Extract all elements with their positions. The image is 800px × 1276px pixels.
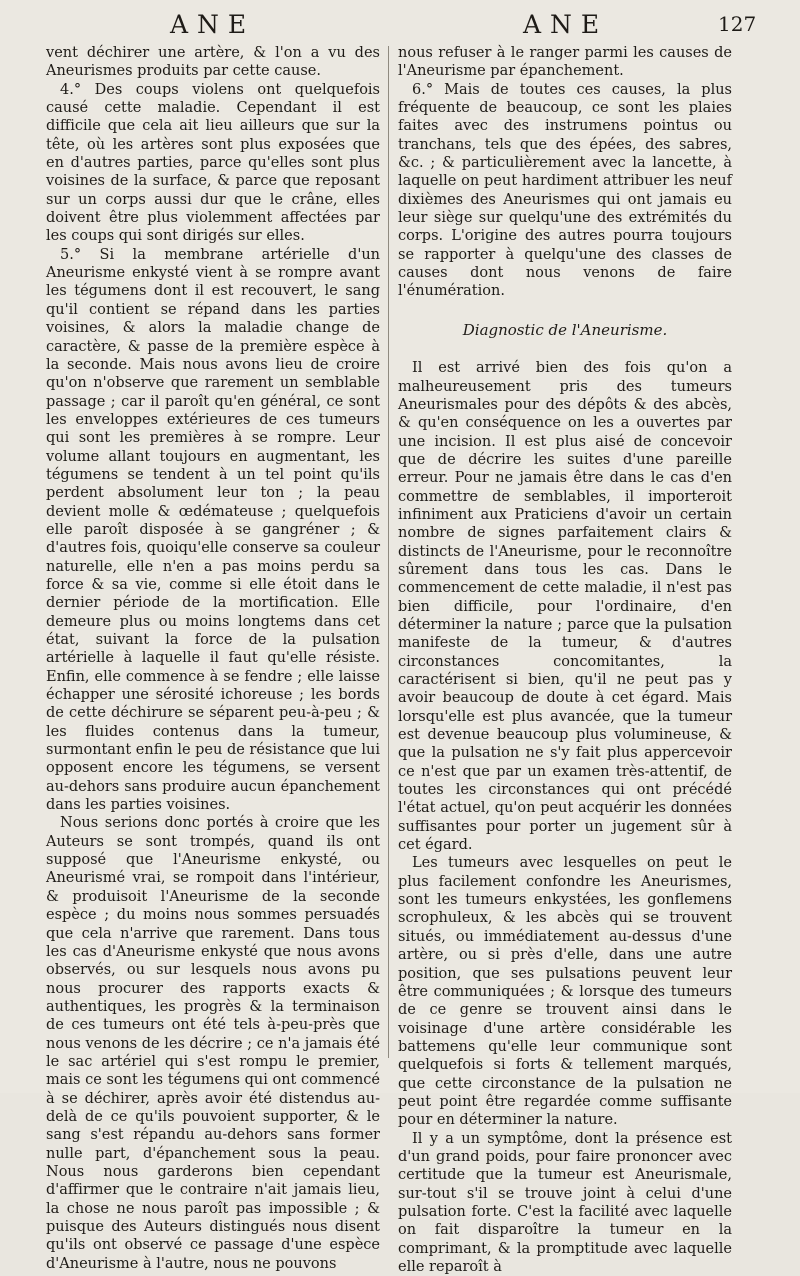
paragraph-continuation-right: nous refuser à le ranger parmi les causes de l'Aneurisme par épanchement. <box>398 45 732 80</box>
right-column <box>398 44 732 1276</box>
paragraph-authors: Nous serions donc portés à croire que les Auteurs se sont trompés, quand ils ont supposé que l'Aneurisme enkysté, ou Aneurismé vrai, se rompoit dans l'intérieur, & produisoit l'Aneurisme de la seconde espèce ; du moins nous sommes persuadés que cela n'arrive que rarement. Dans tous les cas d'Aneurisme enkysté que nous avons observés, ou sur lesquels nous avons pu nous procurer des rapports exacts & authentiques, les progrès & la terminaison de ces tumeurs ont été tels à-peu-près que nous venons de les décrire ; ce n'a jamais été le sac artériel qui s'est rompu le premier, mais ce sont les tégumens qui ont commencé à se déchirer, après avoir été distendus au-delà de ce qu'ils pouvoient supporter, & le sang s'est répandu au-dehors sans former nulle part, d'épanchement sous la peau. Nous nous garderons bien cependant d'affirmer que le contraire n'ait jamais lieu, la chose ne nous paroît pas impossible ; & puisque des Auteurs distingués nous disent qu'ils ont observé ce passage d'une espèce d'Aneurisme à l'autre, nous ne pouvons <box>46 815 380 1272</box>
page-number: 127 <box>718 12 757 36</box>
paragraph-cause-4: 4.° Des coups violens ont quelquefois causé cette maladie. Cependant il est difficile que cela ait lieu ailleurs que sur la tête, où les artères sont plus exposées que en d'autres parties, parce qu'elles sont plus voisines de la surface, & parce que reposant sur un corps aussi dur que le crâne, elles doivent être plus violemment affectées par les coups qui sont dirigés sur elles. <box>46 81 380 245</box>
left-column <box>46 44 380 1273</box>
paragraph-symptome: Il y a un symptôme, dont la présence est d'un grand poids, pour faire prononcer avec certitude que la tumeur est Aneurismale, sur-tout s'il se trouve joint à celui d'une pulsation forte. C'est la facilité avec laquelle on fait disparoître la tumeur en la comprimant, & la promptitude avec laquelle elle reparoît à <box>398 1130 732 1275</box>
paragraph-diagnostic: Il est arrivé bien des fois qu'on a malheureusement pris des tumeurs Aneurismales pour des dépôts & des abcès, & qu'en conséquence on les a ouvertes par une incision. Il est plus aisé de concevoir que de décrire les suites d'une pareille erreur. Pour ne jamais être dans le cas d'en commettre de semblables, il importeroit infiniment aux Praticiens d'avoir un certain nombre de signes parfaitement clairs & distincts de l'Aneurisme, pour le reconnoître sûrement dans tous les cas. Dans le commencement de cette maladie, il n'est pas bien difficile, pour l'ordinaire, d'en déterminer la nature ; parce que la pulsation manifeste de la tumeur, & d'autres circonstances concomitantes, la caractérisent si bien, qu'il ne peut pas y avoir beaucoup de doute à cet égard. Mais lorsqu'elle est plus avancée, que la tumeur est devenue beaucoup plus volumineuse, & que la pulsation ne s'y fait plus appercevoir ce n'est que par un examen très-attentif, de toutes les circonstances qui ont précédé l'état actuel, qu'on peut acquérir les données suffisantes pour porter un jugement sûr à cet égard. <box>398 360 732 854</box>
column-divider <box>388 46 389 1058</box>
header-left-title: ANE <box>170 10 256 39</box>
paragraph-tumeurs: Les tumeurs avec lesquelles on peut le plus facilement confondre les Aneurismes, sont les tumeurs enkystées, les gonflemens scrophuleux, & les abcès qui se trouvent situés, ou immédiatement au-dessus d'une artère, ou si près d'elle, dans une autre position, que ses pulsations peuvent leur être communiquées ; & lorsque des tumeurs de ce genre se trouvent ainsi dans le voisinage d'une artère considérable les battemens qu'elle leur communique sont quelquefois si forts & tellement marqués, que cette circonstance de la pulsation ne peut point être regardée comme suffisante pour en déterminer la nature. <box>398 855 732 1129</box>
header-right-title: ANE <box>523 10 609 39</box>
paragraph-cause-5: 5.° Si la membrane artérielle d'un Aneurisme enkysté vient à se rompre avant les tégumens dont il est recouvert, le sang qu'il contient se répand dans les parties voisines, & alors la maladie change de caractère, & passe de la première espèce à la seconde. Mais nous avons lieu de croire qu'on n'observe que rarement un semblable passage ; car il paroît qu'en général, ce sont les enveloppes extérieures de ces tumeurs qui sont les premières à se rompre. Leur volume allant toujours en augmentant, les tégumens se tendent à un tel point qu'ils perdent absolument leur ton ; la peau devient molle & œdémateuse ; quelquefois elle paroît disposée à se gangréner ; & d'autres fois, quoiqu'elle conserve sa couleur naturelle, elle n'en a pas moins perdu sa force & sa vie, comme si elle étoit dans le dernier période de la mortification. Elle demeure plus ou moins longtems dans cet état, suivant la force de la pulsation artérielle à laquelle il faut qu'elle résiste. Enfin, elle commence à se fendre ; elle laisse échapper une sérosité ichoreuse ; les bords de cette déchirure se séparent peu-à-peu ; & les fluides contenus dans la tumeur, surmontant enfin le peu de résistance que lui opposent encore les tégumens, se versent au-dehors sans produire aucun épanchement dans les parties voisines. <box>46 246 381 814</box>
paragraph-continuation: vent déchirer une artère, & l'on a vu des Aneurismes produits par cette cause. <box>46 45 380 80</box>
running-header <box>0 10 800 44</box>
section-heading: Diagnostic de l'Aneurisme. <box>462 320 668 339</box>
paragraph-cause-6: 6.° Mais de toutes ces causes, la plus fréquente de beaucoup, ce sont les plaies faites avec des instrumens pointus ou tranchans, tels que des épées, des sabres, &c. ; & particulièrement avec la lancette, à laquelle on peut hardiment attribuer les neuf dixièmes des Aneurismes qui ont jamais eu leur siège sur quelqu'une des extrémités du corps. L'origine des autres pourra toujours se rapporter à quelqu'une des classes de causes dont nous venons de faire l'énumération. <box>398 81 732 300</box>
